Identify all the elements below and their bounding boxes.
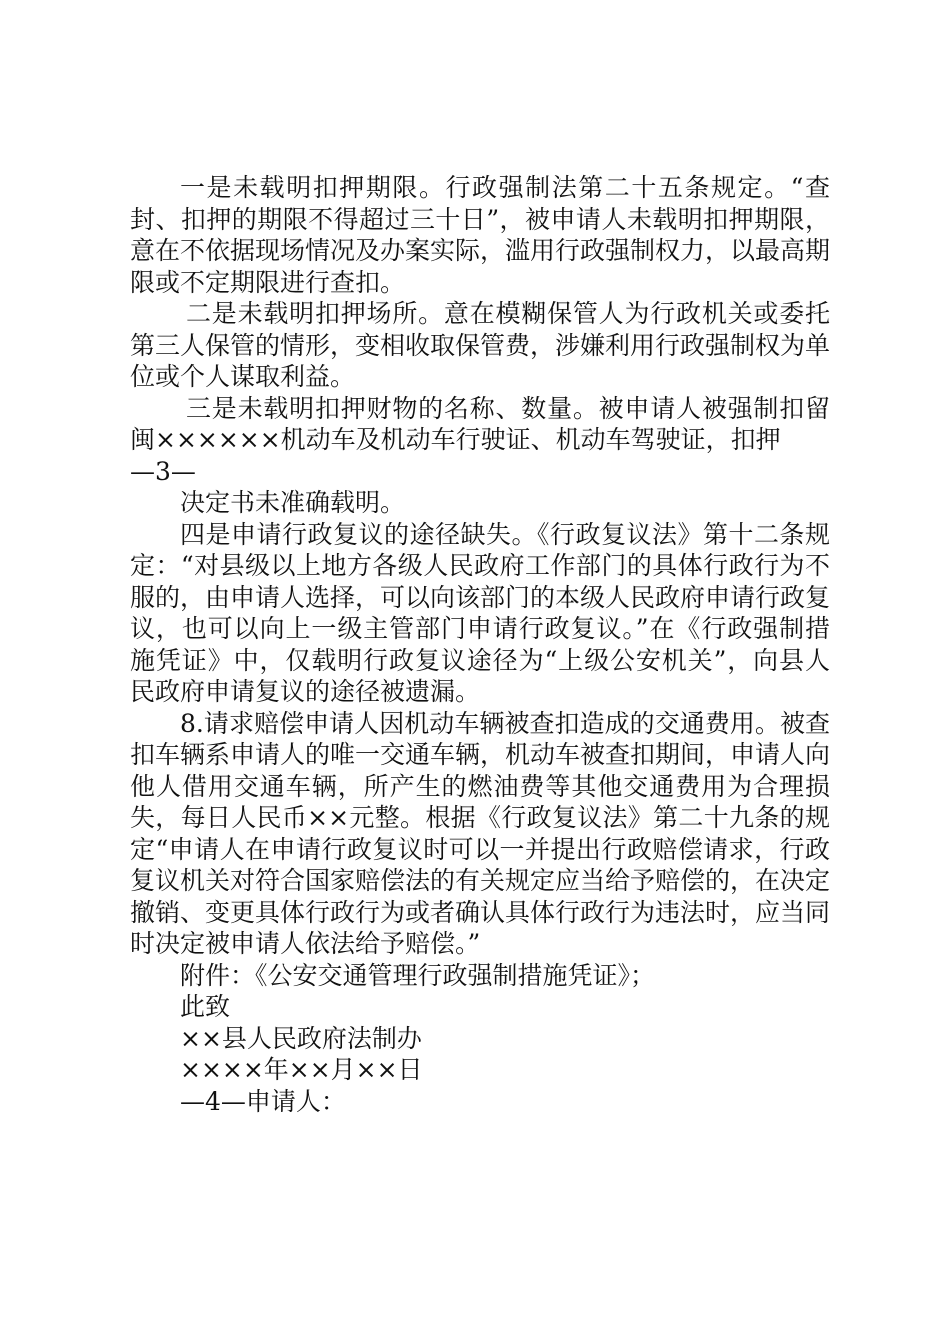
continuation-line: 决定书未准确载明。 <box>180 488 406 517</box>
paragraph-one: 一是未载明扣押期限。行政强制法第二十五条规定。“查封、扣押的期限不得超过三十日”，被申请人未载明扣押期限，意在不依据现场情况及办案实际，滥用行政强制权力，以最高期限或不定期限进行查扣。 <box>130 173 831 297</box>
page-number-3: —3— <box>130 456 196 486</box>
salutation-line: 此致 <box>180 992 231 1021</box>
recipient-line: ××县人民政府法制办 <box>180 1023 422 1053</box>
footer-applicant-line: —4—申请人： <box>180 1086 346 1116</box>
paragraph-three: 三是未载明扣押财物的名称、数量。被申请人被强制扣留闽××××××机动车及机动车行驶证、机动车驾驶证，扣押 <box>130 393 830 454</box>
attachment-line: 附件：《公安交通管理行政强制措施凭证》； <box>180 960 656 990</box>
paragraph-eight: 8.请求赔偿申请人因机动车辆被查扣造成的交通费用。被查扣车辆系申请人的唯一交通车辆，机动车被查扣期间，申请人向他人借用交通车辆，所产生的燃油费等其他交通费用为合理损失，每日人民币××元整。根据《行政复议法》第二十九条的规定“申请人在申请行政复议时可以一并提出行政赔偿请求，行政复议机关对符合国家赔偿法的有关规定应当给予赔偿的，在决定撤销、变更具体行政行为或者确认具体行政行为违法时，应当同时决定被申请人依法给予赔偿。” <box>130 708 831 958</box>
document-page <box>130 172 830 1117</box>
paragraph-four: 四是申请行政复议的途径缺失。《行政复议法》第十二条规定：“对县级以上地方各级人民政府工作部门的具体行政行为不服的，由申请人选择，可以向该部门的本级人民政府申请行政复议，也可以向上一级主管部门申请行政复议。”在《行政强制措施凭证》中，仅载明行政复议途径为“上级公安机关”，向县人民政府申请复议的途径被遗漏。 <box>130 519 831 706</box>
date-line: ××××年××月××日 <box>180 1055 423 1084</box>
paragraph-two: 二是未载明扣押场所。意在模糊保管人为行政机关或委托第三人保管的情形，变相收取保管费，涉嫌利用行政强制权为单位或个人谋取利益。 <box>130 299 831 391</box>
